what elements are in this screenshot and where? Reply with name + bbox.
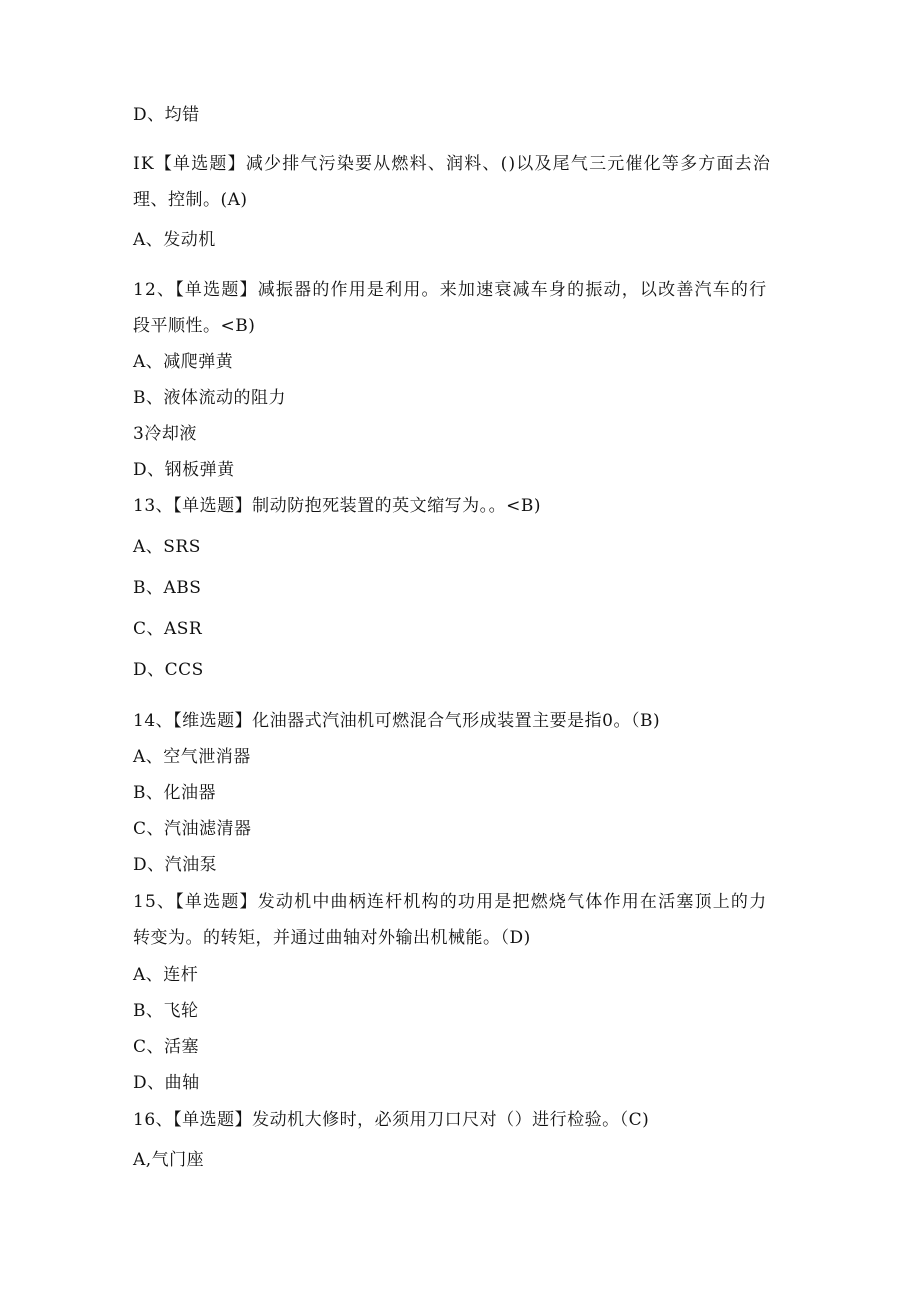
question-12-line-2: 段平顺性。<B) — [133, 316, 256, 336]
option-d-q12: D、钢板弹黄 — [133, 460, 235, 480]
option-a-q16: A,气门座 — [133, 1150, 205, 1170]
option-d-q14: D、汽油泵 — [133, 855, 218, 875]
option-b-q14: B、化油器 — [133, 783, 216, 803]
question-11-line-2: 理、控制。(A) — [133, 190, 248, 210]
option-a-q14: A、空气泄消器 — [133, 747, 251, 767]
option-a-q11: A、发动机 — [133, 230, 216, 250]
option-b-q15: B、飞轮 — [133, 1001, 199, 1021]
option-d-q13: D、CCS — [133, 660, 204, 680]
question-11-line-1: IK【单选题】减少排气污染要从燃料、润料、()以及尾气三元催化等多方面去治 — [133, 154, 772, 174]
question-16: 16、【单选题】发动机大修时，必须用刀口尺对（）进行检验。（C) — [133, 1110, 650, 1130]
option-c-q14: C、汽油滤清器 — [133, 819, 252, 839]
option-b-q12: B、液体流动的阻力 — [133, 388, 286, 408]
option-a-q15: A、连杆 — [133, 965, 199, 985]
option-c-q12: 3冷却液 — [133, 424, 197, 444]
question-15-line-2: 转变为。的转矩，并通过曲轴对外输出机械能。（D) — [133, 928, 531, 948]
option-c-q15: C、活塞 — [133, 1037, 200, 1057]
option-a-q13: A、SRS — [133, 537, 201, 557]
question-14: 14、【维选题】化油器式汽油机可燃混合气形成装置主要是指0。（B) — [133, 711, 661, 731]
option-d-q10: D、均错 — [133, 105, 200, 125]
option-a-q12: A、减爬弹黄 — [133, 352, 234, 372]
option-c-q13: C、ASR — [133, 619, 203, 639]
option-b-q13: B、ABS — [133, 578, 202, 598]
option-d-q15: D、曲轴 — [133, 1073, 200, 1093]
question-15-line-1: 15、【单选题】发动机中曲柄连杆机构的功用是把燃烧气体作用在活塞顶上的力 — [133, 892, 768, 912]
question-12-line-1: 12、【单选题】减振器的作用是利用。来加速衰减车身的振动，以改善汽车的行 — [133, 280, 768, 300]
question-13: 13、【单选题】制动防抱死装置的英文缩写为。。<B) — [133, 496, 541, 516]
